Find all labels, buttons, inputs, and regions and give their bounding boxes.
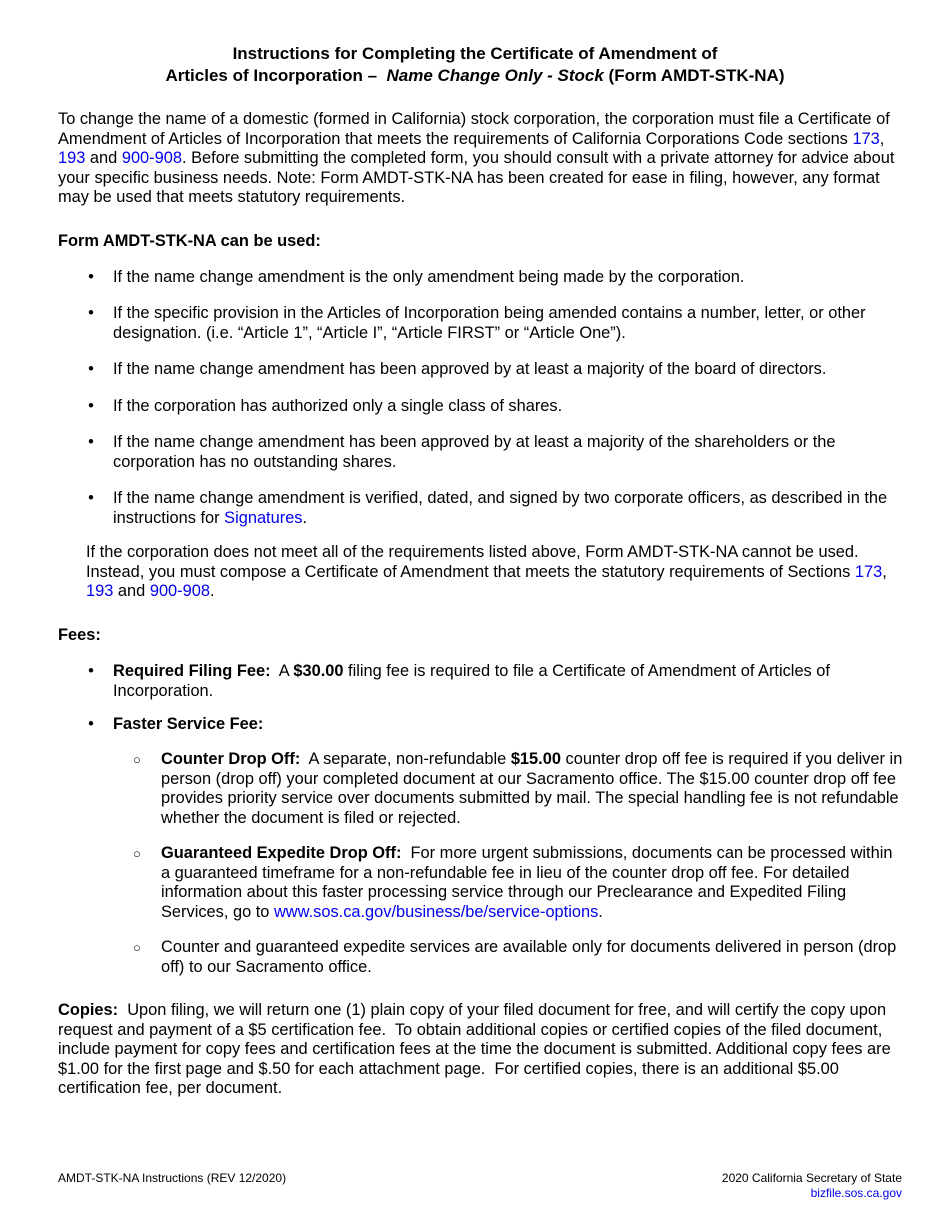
bullet-icon: •	[88, 268, 94, 286]
instructions-page: Instructions for Completing the Certificate of Amendment of Articles of Incorporation – Name Change Only - Stock (Form AMDT-STK-NA) To change the name of a domestic (formed in California) stock corporation, the corporation must file a Certificate of Amendment of Articles of Incorporation that meets the requirements of California Corporations Code sections 173, 193 and 900-908. Before submitting the completed form, you should consult with a private attorney for advice about your specific business needs. Note: Form AMDT-STK-NA has been created for ease in filing, however, any format may be used that meets statutory requirements. Form AMDT-STK-NA can be used: • If the name change amendment is the only amendment being made by the corporation. • If the specific provision in the Articles of Incorporation being amended contains a number, letter, or other designation. (i.e. “Article 1”, “Article I”, “Article FIRST” or “Article One”). • If the name change amendment has been approved by at least a majority of the board of directors. • If the corporation has authorized only a single class of shares. • If the name change amendment has been approved by at least a majority of the shareholders or the corporation has no outstanding shares. • If the name change amendment is verified, dated, and signed by two corporate officers, as described in the instructions for Signatures. If the corporation does not meet all of the requirements listed above, Form AMDT-STK-NA cannot be used. Instead, you must compose a Certificate of Amendment that meets the statutory requirements of Sections 173, 193 and 900-908. Fees: • Required Filing Fee: A $30.00 filing fee is required to file a Certificate of Amendment of Articles of Incorporation. • Faster Service Fee: ○ Counter Drop Off: A separate, non-refundable $15.00 counter drop off fee is required if you deliver in person (drop off) your completed document at our Sacramento office. The $15.00 counter drop off fee provides priority service over documents submitted by mail. The special handling fee is not refundable whether the document is filed or rejected. ○ Guaranteed Expedite Drop Off: For more urgent submissions, documents can be processed within a guaranteed timeframe for a non-refundable fee in lieu of the counter drop off fee. For detailed information about this faster processing service through our Preclearance and Expedited Filing Services, go to www.sos.ca.gov/business/be/service-options. ○ Counter and guaranteed expedite services are available only for documents delivered in person (drop off) to our Sacramento office. Copies: Upon filing, we will return one (1) plain copy of your filed document for free, and will certify the copy upon request and payment of a $5 certification fee. To obtain additional copies or certified copies of the filed document, include payment for copy fees and certification fees at the time the document is submitted. Additional copy fees are $1.00 for the first page and $.50 for each attachment page. For certified copies, there is an additional $5.00 certification fee, per document. AMDT-STK-NA Instructions (REV 12/2020) 2020 California Secretary of State bizfile.sos.ca.gov	[0, 0, 950, 1230]
service-options-link[interactable]: www.sos.ca.gov/business/be/service-options	[273, 902, 599, 921]
circle-bullet-icon: ○	[133, 940, 141, 955]
section-173-link[interactable]: 173	[852, 129, 880, 148]
title-line-2-post: (Form AMDT-STK-NA)	[608, 66, 785, 85]
bullet-icon: •	[88, 304, 94, 322]
bullet-icon: •	[88, 397, 94, 415]
bullet-icon: •	[88, 662, 94, 680]
bullet-icon: •	[88, 715, 94, 733]
bullet-icon: •	[88, 433, 94, 451]
circle-bullet-icon: ○	[133, 752, 141, 767]
bullet-icon: •	[88, 360, 94, 378]
section-193-link[interactable]: 193	[58, 149, 86, 168]
fees-heading: Fees:	[58, 626, 101, 644]
section-173-link[interactable]: 173	[854, 562, 883, 581]
title-line-1: Instructions for Completing the Certificate of Amendment of	[232, 44, 718, 63]
requirements-note: If the corporation does not meet all of the requirements listed above, Form AMDT-STK-NA cannot be used. Instead, you must compose a Certificate of Amendment that meets the statutory requirements of Sections 173, 193 and 900-908.	[86, 543, 887, 601]
circle-bullet-icon: ○	[133, 846, 141, 861]
section-193-link[interactable]: 193	[86, 582, 114, 601]
can-be-used-heading: Form AMDT-STK-NA can be used:	[58, 232, 321, 250]
form-revision: AMDT-STK-NA Instructions (REV 12/2020)	[58, 1171, 287, 1185]
section-900-908-link[interactable]: 900-908	[121, 149, 182, 168]
signatures-link[interactable]: Signatures	[224, 508, 303, 527]
bizfile-link[interactable]: bizfile.sos.ca.gov	[810, 1186, 902, 1200]
intro-paragraph: To change the name of a domestic (formed in California) stock corporation, the corporation must file a Certificate of Amendment of Articles of Incorporation that meets the requirements of California Corporations Code sections 173, 193 and 900-908. Before submitting the completed form, you should consult with a private attorney for advice about your specific business needs. Note: Form AMDT-STK-NA has been created for ease in filing, however, any format may be used that meets statutory requirements.	[58, 110, 895, 207]
footer-right	[722, 1171, 902, 1201]
title-line-2-italic: Name Change Only - Stock	[386, 66, 604, 85]
bullet-icon: •	[88, 489, 94, 507]
section-900-908-link[interactable]: 900-908	[149, 582, 210, 601]
copyright: 2020 California Secretary of State	[721, 1171, 902, 1185]
title-line-2-pre: Articles of Incorporation –	[165, 66, 378, 85]
copies-paragraph: Copies: Upon filing, we will return one (1) plain copy of your filed document for free, and will certify the copy upon request and payment of a $5 certification fee. To obtain additional copies or certified copies of the filed document, include payment for copy fees and certification fees at the time the document is submitted. Additional copy fees are $1.00 for the first page and $.50 for each attachment page. For certified copies, there is an additional $5.00 certification fee, per document.	[58, 1001, 896, 1098]
page-title	[58, 43, 892, 87]
